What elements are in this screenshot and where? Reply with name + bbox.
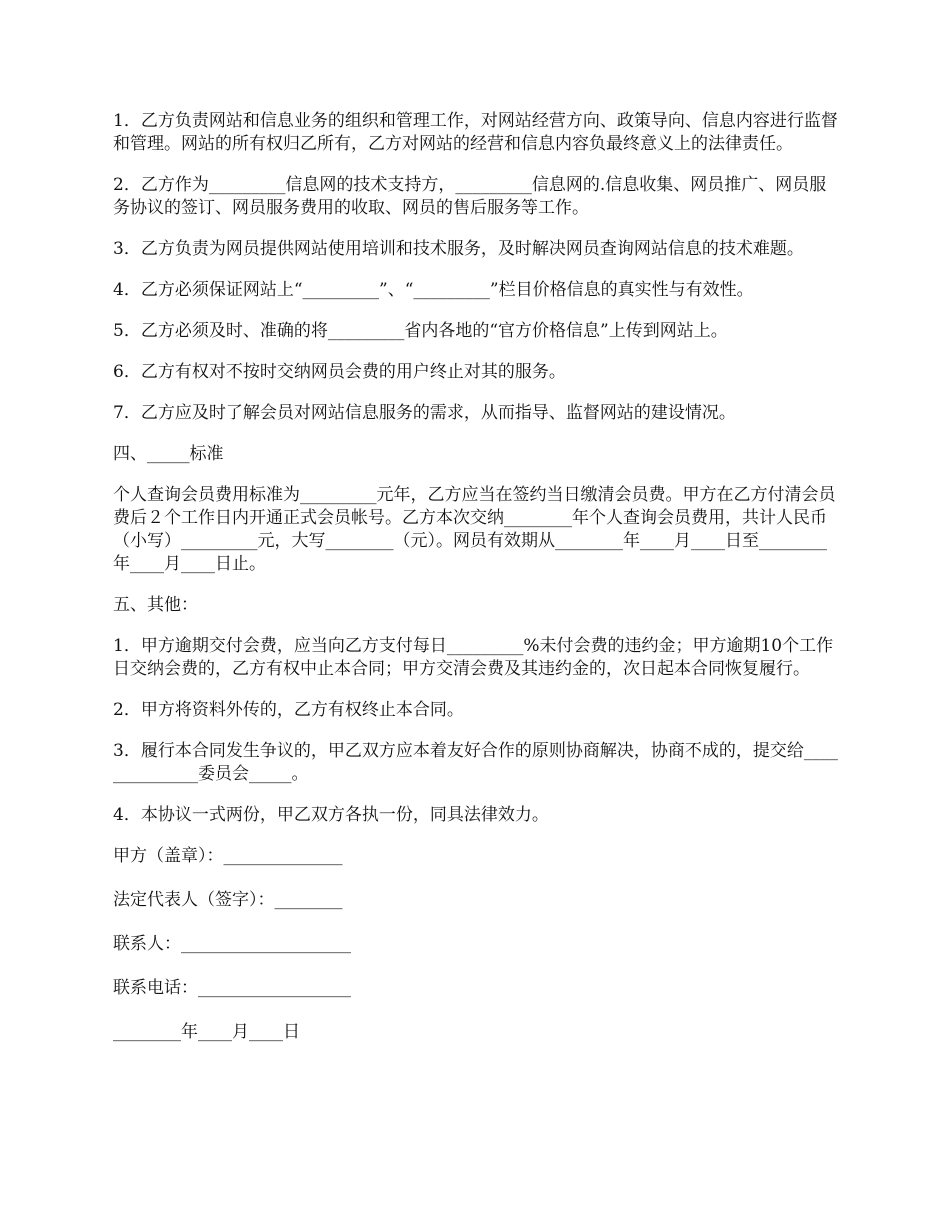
phone-line: 联系电话：__________________ [113, 978, 351, 998]
clause-b-5: 5．乙方必须及时、准确的将_________省内各地的“官方价格信息”上传到网站上。 [113, 321, 728, 341]
fee-standard-paragraph: 个人查询会员费用标准为_________元年，乙方应当在签约当日缴清会员费。甲方在乙方付清会员费后２个工作日内开通正式会员帐号。乙方本次交纳________年个人查询会员费用，共计人民币（小写）_________元，大写________（元）。网员有效期从________年____月____日至________年____月____日止。 [113, 485, 836, 574]
clause-b-2: 2．乙方作为_________信息网的技术支持方，_________信息网的.信息收集、网员推广、网员服务协议的签订、网员服务费用的收取、网员的售后服务等工作。 [113, 175, 827, 218]
other-clause-2: 2．甲方将资料外传的，乙方有权终止本合同。 [113, 700, 464, 720]
clause-b-4: 4．乙方必须保证网站上“_________”、“_________”栏目价格信息的真实性与有效性。 [113, 280, 754, 300]
section-heading-4: 四、_____标准 [113, 444, 224, 464]
legal-rep-line: 法定代表人（签字）：________ [113, 890, 343, 910]
clause-b-6: 6．乙方有权对不按时交纳网员会费的用户终止对其的服务。 [113, 362, 566, 382]
other-clause-1: 1．甲方逾期交付会费，应当向乙方支付每日_________%未付会费的违约金；甲方逾期10个工作日交纳会费的，乙方有权中止本合同；甲方交清会费及其违约金的，次日起本合同恢复履行。 [113, 636, 834, 679]
date-line: ________年____月____日 [113, 1022, 300, 1042]
other-clause-4: 4．本协议一式两份，甲乙双方各执一份，同具法律效力。 [113, 805, 549, 825]
clause-b-3: 3．乙方负责为网员提供网站使用培训和技术服务，及时解决网员查询网站信息的技术难题。 [113, 239, 804, 259]
clause-b-1: 1．乙方负责网站和信息业务的组织和管理工作，对网站经营方向、政策导向、信息内容进行监督和管理。网站的所有权归乙所有，乙方对网站的经营和信息内容负最终意义上的法律责任。 [113, 111, 838, 154]
contact-line: 联系人：____________________ [113, 934, 351, 954]
contract-document [113, 110, 841, 1065]
other-clause-3: 3．履行本合同发生争议的，甲乙双方应本着友好合作的原则协商解决，协商不成的，提交给______________委员会_____。 [113, 741, 838, 784]
section-heading-5: 五、其他： [113, 595, 198, 615]
party-a-seal-line: 甲方（盖章）：______________ [113, 846, 343, 866]
clause-b-7: 7．乙方应及时了解会员对网站信息服务的需求，从而指导、监督网站的建设情况。 [113, 403, 736, 423]
